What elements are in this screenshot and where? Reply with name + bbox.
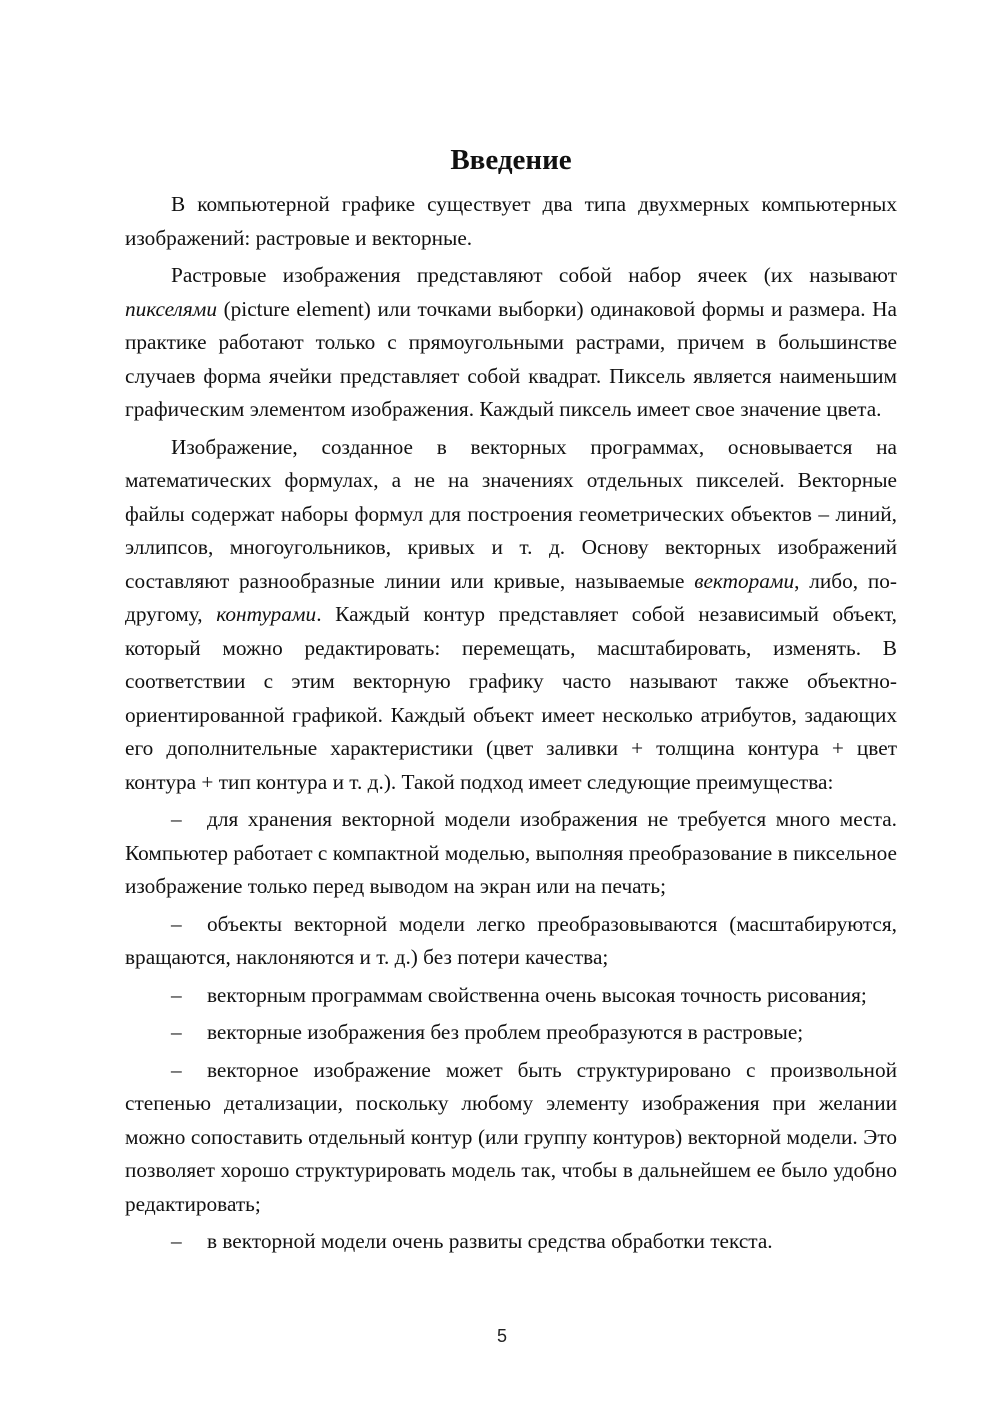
term-contours: контурами xyxy=(216,602,317,626)
list-dash: – xyxy=(171,1229,182,1253)
page-content xyxy=(125,140,897,1259)
paragraph-vector-text-a: Изображение, созданное в векторных программах, основывается на математических формулах, а не на значениях отдельных пикселей. Векторные файлы содержат наборы формул для построения геометрических объектов – линий, эллипсов, многоугольников, кривых и т. д. Основу векторных изображений составляют разнообразные линии или кривые, называемые xyxy=(125,434,897,593)
list-item xyxy=(125,979,897,1013)
list-dash: – xyxy=(171,1020,182,1044)
paragraph-vector xyxy=(125,431,897,800)
list-item-text: в векторной модели очень развиты средства обработки текста. xyxy=(207,1229,773,1253)
list-dash: – xyxy=(171,911,182,936)
list-dash: – xyxy=(171,1057,182,1082)
term-pixels: пикселями xyxy=(125,296,217,321)
paragraph-raster-text-b: (picture element) или точками выборки) одинаковой формы и размера. На практике работают только с прямоугольными растрами, причем в большинстве случаев форма ячейки представляет собой квадрат. Пиксель является наименьшим графическим элементом изображения. Каждый пиксель имеет свое значение цвета. xyxy=(125,296,897,421)
page-number: 5 xyxy=(496,1326,507,1346)
list-item-text: для хранения векторной модели изображения не требуется много места. Компьютер работает с компактной моделью, выполняя преобразование в пиксельное изображение только перед выводом на экран или на печать; xyxy=(125,807,897,898)
list-dash: – xyxy=(171,807,182,831)
list-item xyxy=(125,1054,897,1222)
list-item-text: векторное изображение может быть структурировано с произвольной степенью детализации, поскольку любому элементу изображения при желании можно сопоставить отдельный контур (или группу контуров) векторной модели. Это позволяет хорошо структурировать модель так, чтобы в дальнейшем ее было удобно редактировать; xyxy=(125,1057,897,1216)
list-item-text: векторным программам свойственна очень высокая точность рисования; xyxy=(207,982,867,1007)
page-title: Введение xyxy=(450,144,572,176)
list-item xyxy=(125,803,897,904)
list-dash: – xyxy=(171,982,182,1007)
paragraph-vector-text-b: , либо, по-другому, xyxy=(125,568,897,626)
list-item xyxy=(125,1016,897,1050)
paragraph-vector-text-c: . Каждый контур представляет собой независимый объект, который можно редактировать: перемещать, масштабировать, изменять. В соответствии с этим векторную графику часто называют также объектно-ориентированной графикой. Каждый объект имеет несколько атрибутов, задающих его дополнительные характеристики (цвет заливки + толщина контура + цвет контура + тип контура и т. д.). Такой подход имеет следующие преимущества: xyxy=(125,602,897,794)
term-vectors: векторами xyxy=(694,568,795,593)
paragraph-raster-text-a: Растровые изображения представляют собой набор ячеек (их называют xyxy=(171,263,897,287)
list-item-text: векторные изображения без проблем преобразуются в растровые; xyxy=(207,1020,804,1044)
list-item-text: объекты векторной модели легко преобразовываются (масштабируются, вращаются, наклоняются и т. д.) без потери качества; xyxy=(125,911,897,969)
paragraph-raster xyxy=(125,259,897,427)
paragraph-intro: В компьютерной графике существует два типа двухмерных компьютерных изображений: растровые и векторные. xyxy=(125,192,897,250)
list-item xyxy=(125,1225,897,1259)
list-item xyxy=(125,908,897,975)
